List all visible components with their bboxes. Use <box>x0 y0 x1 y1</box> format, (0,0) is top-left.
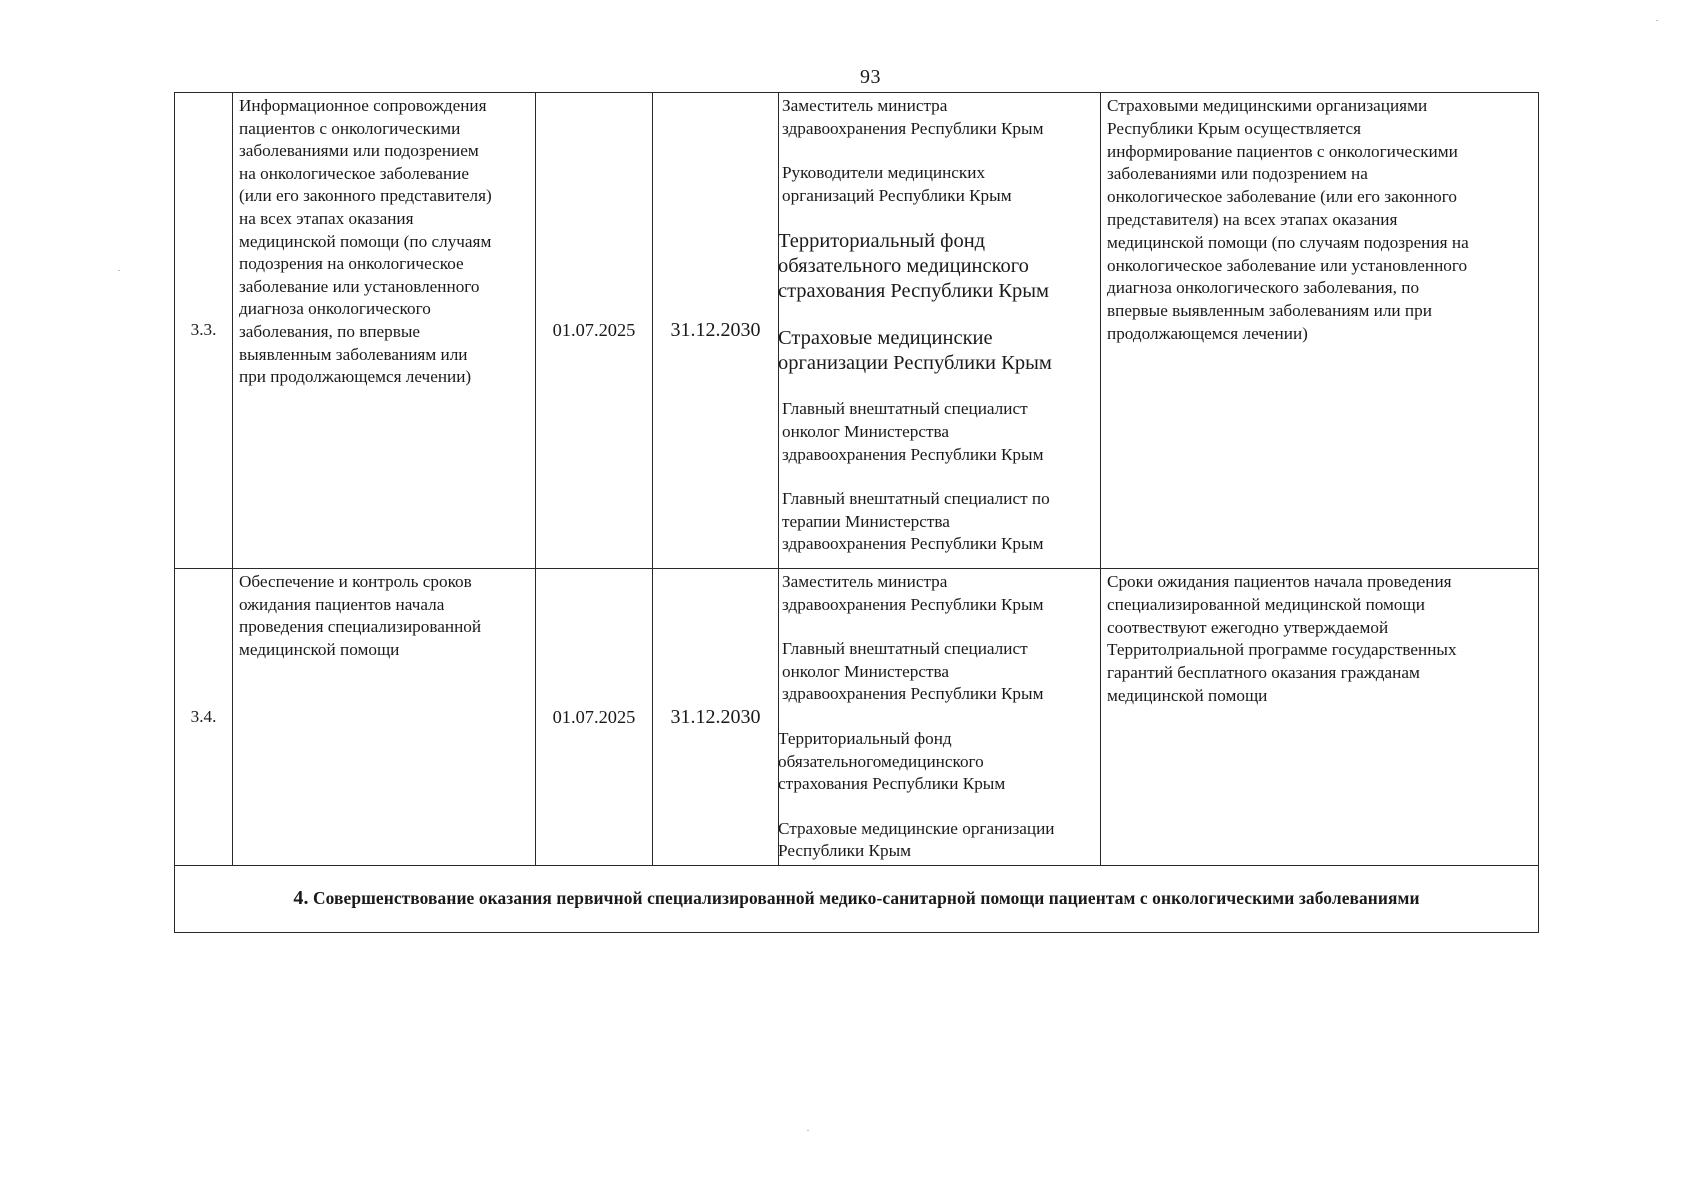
responsible-line: здравоохранения Республики Крым <box>782 684 1044 704</box>
result-line: Территолриальной программе государственных <box>1107 640 1457 660</box>
responsible-line: страхования Республики Крым <box>778 774 1006 794</box>
result-line: онкологическое заболевание (или его законного <box>1107 187 1457 207</box>
activity-cell <box>233 569 536 866</box>
start-date: 01.07.2025 <box>552 706 636 727</box>
responsible-line: Заместитель министра <box>782 96 948 115</box>
result-line: гарантий бесплатного оказания гражданам <box>1107 663 1420 683</box>
responsible-entry <box>778 818 1098 863</box>
section-header-row <box>175 865 1539 932</box>
start-date: 01.07.2025 <box>552 320 636 341</box>
start-date-cell <box>536 569 653 866</box>
row-number-cell <box>175 569 233 866</box>
activity-line: заболеваниями или подозрением <box>239 141 479 161</box>
activity-line: медицинской помощи <box>239 639 400 659</box>
row-number: 3.3. <box>190 320 217 340</box>
responsible-line: Республики Крым <box>778 841 912 861</box>
activity-line: ожидания пациентов начала <box>239 594 445 614</box>
activity-line: Обеспечение и контроль сроков <box>239 572 472 591</box>
activity-line: заболевания, по впервые <box>239 321 421 341</box>
row-number: 3.4. <box>190 706 217 726</box>
result-line: Сроки ожидания пациентов начала проведения <box>1107 572 1452 591</box>
responsible-line: Страховые медицинские <box>778 327 993 350</box>
responsible-line: организаций Республики Крым <box>782 185 1012 205</box>
responsible-line: онколог Министерства <box>782 421 950 441</box>
responsible-cell <box>779 93 1101 569</box>
row-number-cell <box>175 93 233 569</box>
responsible-line: обязательного медицинского <box>778 255 1029 278</box>
result-line: впервые выявленным заболеваниям или при <box>1107 301 1432 321</box>
result-line: медицинской помощи (по случаям подозрения на <box>1107 232 1469 252</box>
end-date-cell <box>653 569 779 866</box>
activity-line: Информационное сопровождения <box>239 96 487 115</box>
responsible-line: Главный внештатный специалист по <box>782 489 1050 509</box>
responsible-line: онколог Министерства <box>782 661 950 681</box>
responsible-line: Руководители медицинских <box>782 163 986 183</box>
result-line: Страховыми медицинскими организациями <box>1107 96 1428 115</box>
responsible-line: здравоохранения Республики Крым <box>782 534 1044 554</box>
section-header-cell <box>175 865 1539 932</box>
responsible-line: Страховые медицинские организации <box>778 818 1055 838</box>
result-cell <box>1101 569 1539 866</box>
activity-line: пациентов с онкологическими <box>239 118 461 138</box>
responsible-entry <box>782 488 1098 556</box>
scan-speck <box>807 1130 809 1131</box>
activity-line: на онкологическое заболевание <box>239 163 469 183</box>
responsible-line: Территориальный фонд <box>778 230 986 253</box>
table-row <box>175 569 1539 866</box>
responsible-entry <box>782 571 1098 616</box>
activity-line: на всех этапах оказания <box>239 208 414 228</box>
page-number: 93 <box>860 66 881 88</box>
activity-line: (или его законного представителя) <box>239 186 492 206</box>
result-line: заболеваниями или подозрением на <box>1107 164 1368 184</box>
section-heading <box>293 888 1419 908</box>
activity-line: подозрения на онкологическое <box>239 254 464 274</box>
responsible-line: Заместитель министра <box>782 572 948 591</box>
action-plan-table <box>174 92 1539 933</box>
start-date-cell <box>536 93 653 569</box>
responsible-entry <box>782 638 1098 706</box>
responsible-entry <box>782 162 1098 207</box>
activity-line: проведения специализированной <box>239 617 482 637</box>
end-date: 31.12.2030 <box>670 319 761 342</box>
activity-line: диагноза онкологического <box>239 299 431 319</box>
responsible-line: организации Республики Крым <box>778 352 1052 375</box>
activity-line: при продолжающемся лечении) <box>239 367 472 387</box>
responsible-line: страхования Республики Крым <box>778 280 1050 303</box>
activity-line: заболевание или установленного <box>239 276 480 296</box>
responsible-line: здравоохранения Республики Крым <box>782 444 1044 464</box>
responsible-entry <box>782 95 1098 140</box>
activity-cell <box>233 93 536 569</box>
responsible-line: здравоохранения Республики Крым <box>782 118 1044 138</box>
responsible-line: терапии Министерства <box>782 511 950 531</box>
responsible-entry <box>778 728 1098 796</box>
result-line: информирование пациентов с онкологическими <box>1107 141 1458 161</box>
result-line: специализированной медицинской помощи <box>1107 594 1425 614</box>
scan-speck <box>1656 20 1658 21</box>
result-line: продолжающемся лечении) <box>1107 323 1308 343</box>
responsible-entry <box>778 229 1098 304</box>
result-line: онкологическое заболевание или установленного <box>1107 255 1468 275</box>
section-title: Совершенствование оказания первичной специализированной медико-санитарной помощи пациентам с онкологическими заболеваниями <box>313 888 1420 909</box>
responsible-line: Главный внештатный специалист <box>782 399 1028 419</box>
responsible-entry <box>778 326 1098 376</box>
scan-speck <box>118 270 120 271</box>
responsible-line: Главный внештатный специалист <box>782 639 1028 659</box>
result-line: диагноза онкологического заболевания, по <box>1107 278 1420 298</box>
result-line: Республики Крым осуществляется <box>1107 118 1362 138</box>
responsible-line: здравоохранения Республики Крым <box>782 594 1044 614</box>
end-date: 31.12.2030 <box>670 705 761 728</box>
table-row <box>175 93 1539 569</box>
result-line: медицинской помощи <box>1107 685 1268 705</box>
result-line: соотвествуют ежегодно утверждаемой <box>1107 617 1389 637</box>
responsible-entry <box>782 398 1098 466</box>
activity-line: медицинской помощи (по случаям <box>239 231 492 251</box>
responsible-line: обязательногомедицинского <box>778 751 984 771</box>
result-cell <box>1101 93 1539 569</box>
result-line: представителя) на всех этапах оказания <box>1107 209 1398 229</box>
section-number: 4. <box>293 887 309 910</box>
responsible-cell <box>779 569 1101 866</box>
end-date-cell <box>653 93 779 569</box>
responsible-line: Территориальный фонд <box>778 728 952 748</box>
activity-line: выявленным заболеваниям или <box>239 344 468 364</box>
